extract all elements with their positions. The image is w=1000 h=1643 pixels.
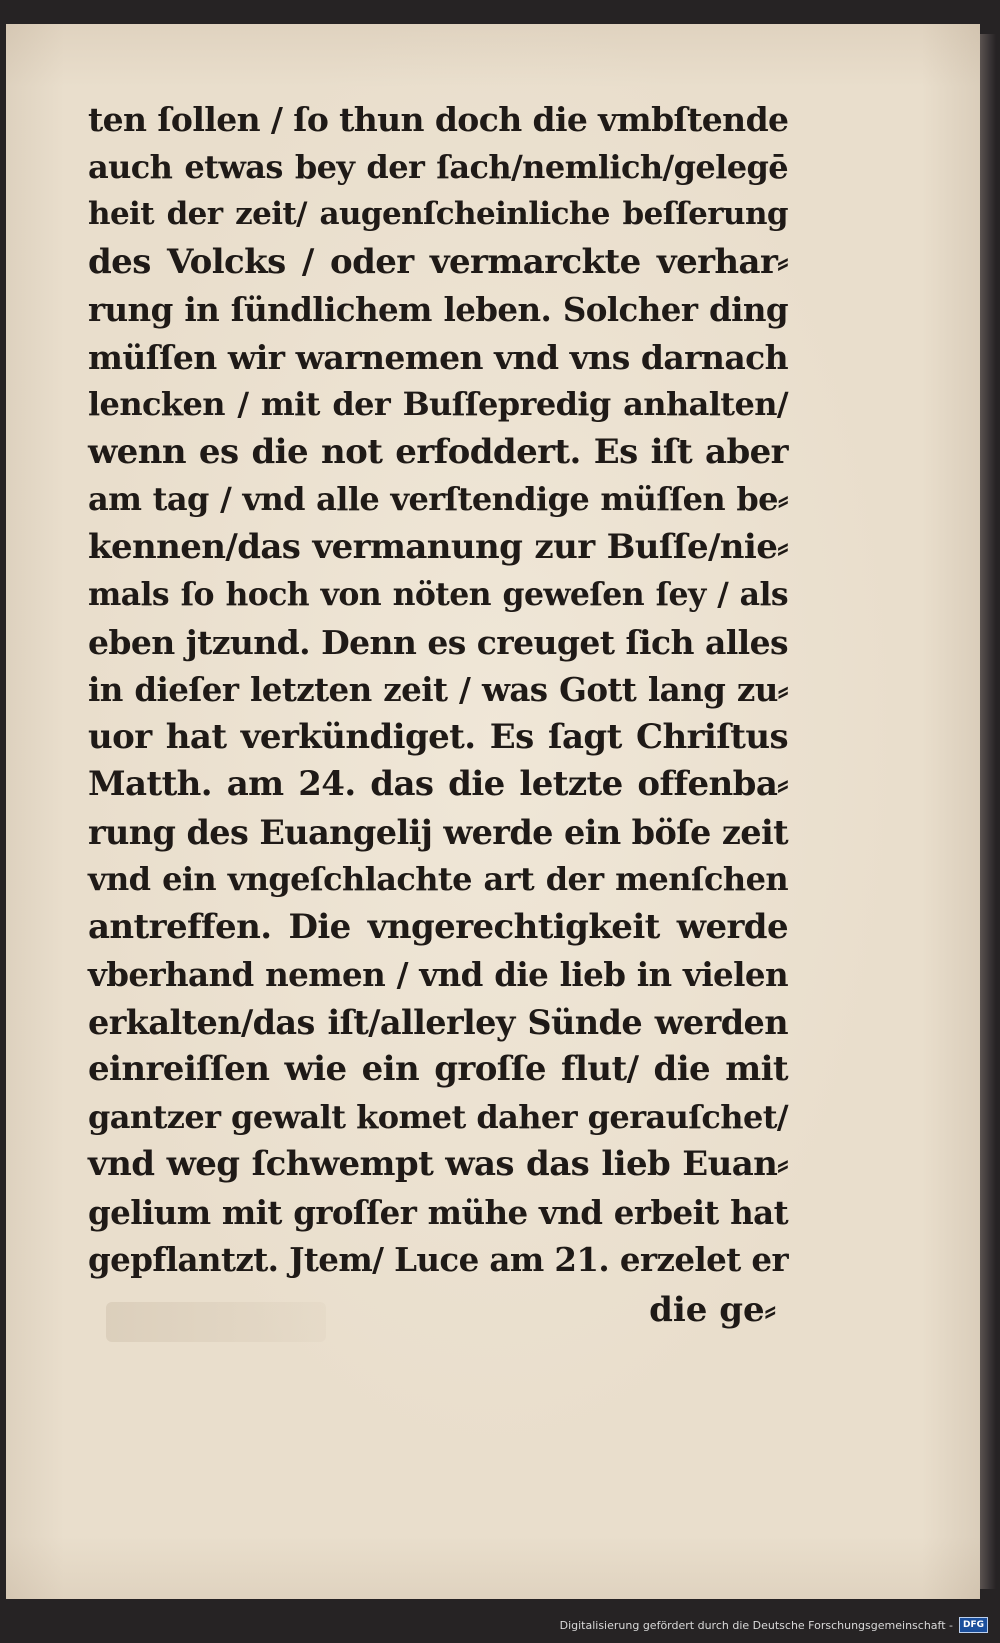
text-line: ten ſollen / ſo thun doch die vmbſtende (88, 100, 789, 139)
text-line: lencken / mit der Buſſepredig anhalten/ (88, 385, 788, 423)
digitization-credit (560, 1615, 988, 1635)
credit-text: Digitalisierung gefördert durch die Deutsche Forschungsgemeinschaft - (559, 1618, 953, 1632)
page-edge (980, 34, 996, 1589)
text-line: müſſen wir warnemen vnd vns darnach (88, 337, 788, 377)
text-line: antreffen. Die vngerechtigkeit werde (88, 906, 788, 947)
text-line: vberhand nemen / vnd die lieb in vielen (88, 955, 788, 994)
text-line: Matth. am 24. das die letzte offenba⸗ (88, 764, 788, 804)
text-line: wenn es die not erfoddert. Es iſt aber (88, 431, 788, 472)
text-line: vnd weg ſchwempt was das lieb Euan⸗ (88, 1144, 788, 1184)
dfg-logo-icon: DFG (959, 1617, 988, 1633)
text-line: vnd ein vngeſchlachte art der menſchen (88, 860, 788, 898)
text-line: mals ſo hoch von nöten geweſen ſey / als (88, 576, 788, 613)
text-line: auch etwas bey der ſach/nemlich/gelegē (88, 147, 788, 186)
text-line: erkalten/das iſt/allerley Sünde werden (88, 1002, 788, 1042)
text-line: am tag / vnd alle verſtendige müſſen be⸗ (88, 480, 788, 518)
text-line: heit der zeit/ augenſcheinliche beſſerung (88, 196, 788, 232)
text-line: gelium mit groſſer mühe vnd erbeit hat (88, 1192, 788, 1232)
text-line: in dieſer letzten zeit / was Gott lang zu⸗ (88, 670, 788, 709)
text-line: des Volcks / oder vermarckte verhar⸗ (88, 241, 788, 282)
ink-show-through (106, 1302, 326, 1342)
text-line: eben jtzund. Denn es creuget ſich alles (88, 622, 788, 662)
text-line: kennen/das vermanung zur Buſſe/nie⸗ (88, 526, 788, 567)
body-text (88, 96, 788, 1284)
text-line: rung des Euangelij werde ein böſe zeit (88, 812, 788, 852)
text-line: einreiſſen wie ein groſſe flut/ die mit (88, 1049, 788, 1089)
text-line: gantzer gewalt komet daher gerauſchet/ (88, 1097, 788, 1136)
book-page (6, 24, 980, 1599)
catchword: die ge⸗ (649, 1290, 776, 1330)
text-line: uor hat verkündiget. Es ſagt Chriſtus (88, 716, 788, 757)
text-line: rung in ſündlichem leben. Solcher ding (88, 290, 788, 329)
text-line: gepflantzt. Jtem/ Luce am 21. erzelet er (88, 1240, 788, 1279)
